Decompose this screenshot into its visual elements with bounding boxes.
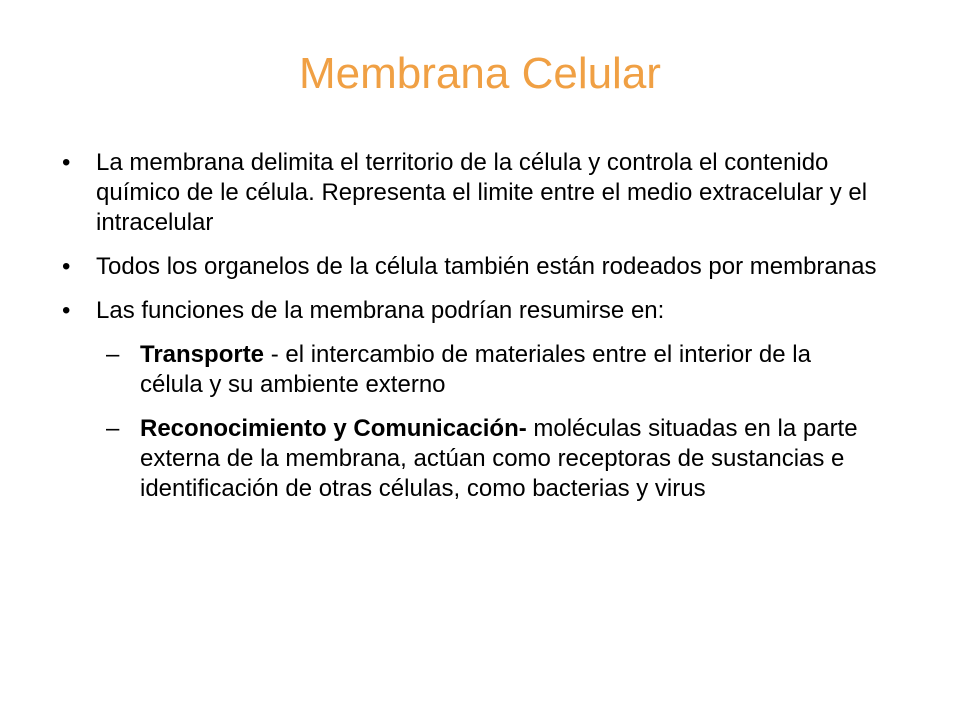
- bullet-marker: •: [62, 149, 71, 176]
- sub-bullet-description: moléculas situadas en la parte externa de la membrana, actúan como receptoras de sustancias e identificación de otras células, como bacterias y virus: [140, 415, 858, 502]
- sub-bullet-term: Reconocimiento y Comunicación-: [140, 415, 527, 442]
- sub-bullet-text: [140, 414, 866, 504]
- sub-bullet-marker: –: [106, 341, 120, 368]
- bullet-text: Todos los organelos de la célula también están rodeados por membranas: [96, 253, 877, 280]
- bullet-item: [62, 252, 902, 282]
- bullet-marker: •: [62, 253, 71, 280]
- sub-bullet-term: Transporte: [140, 341, 265, 368]
- sub-bullet-description: - el intercambio de materiales entre el interior de la célula y su ambiente externo: [140, 341, 811, 398]
- bullet-text: Las funciones de la membrana podrían resumirse en:: [96, 297, 665, 324]
- bullet-text: La membrana delimita el territorio de la célula y controla el contenido químico de le célula. Representa el limite entre el medio extracelular y el intracelular: [96, 149, 868, 236]
- sub-bullet-text: [140, 340, 866, 400]
- bullet-item: [62, 296, 902, 326]
- sub-bullet-marker: –: [106, 415, 120, 442]
- sub-bullet-item: [106, 340, 866, 400]
- bullet-item: [62, 148, 902, 238]
- bullet-marker: •: [62, 297, 71, 324]
- sub-bullet-item: [106, 414, 866, 504]
- slide-title: Membrana Celular: [299, 49, 661, 98]
- slide-body: [62, 148, 902, 518]
